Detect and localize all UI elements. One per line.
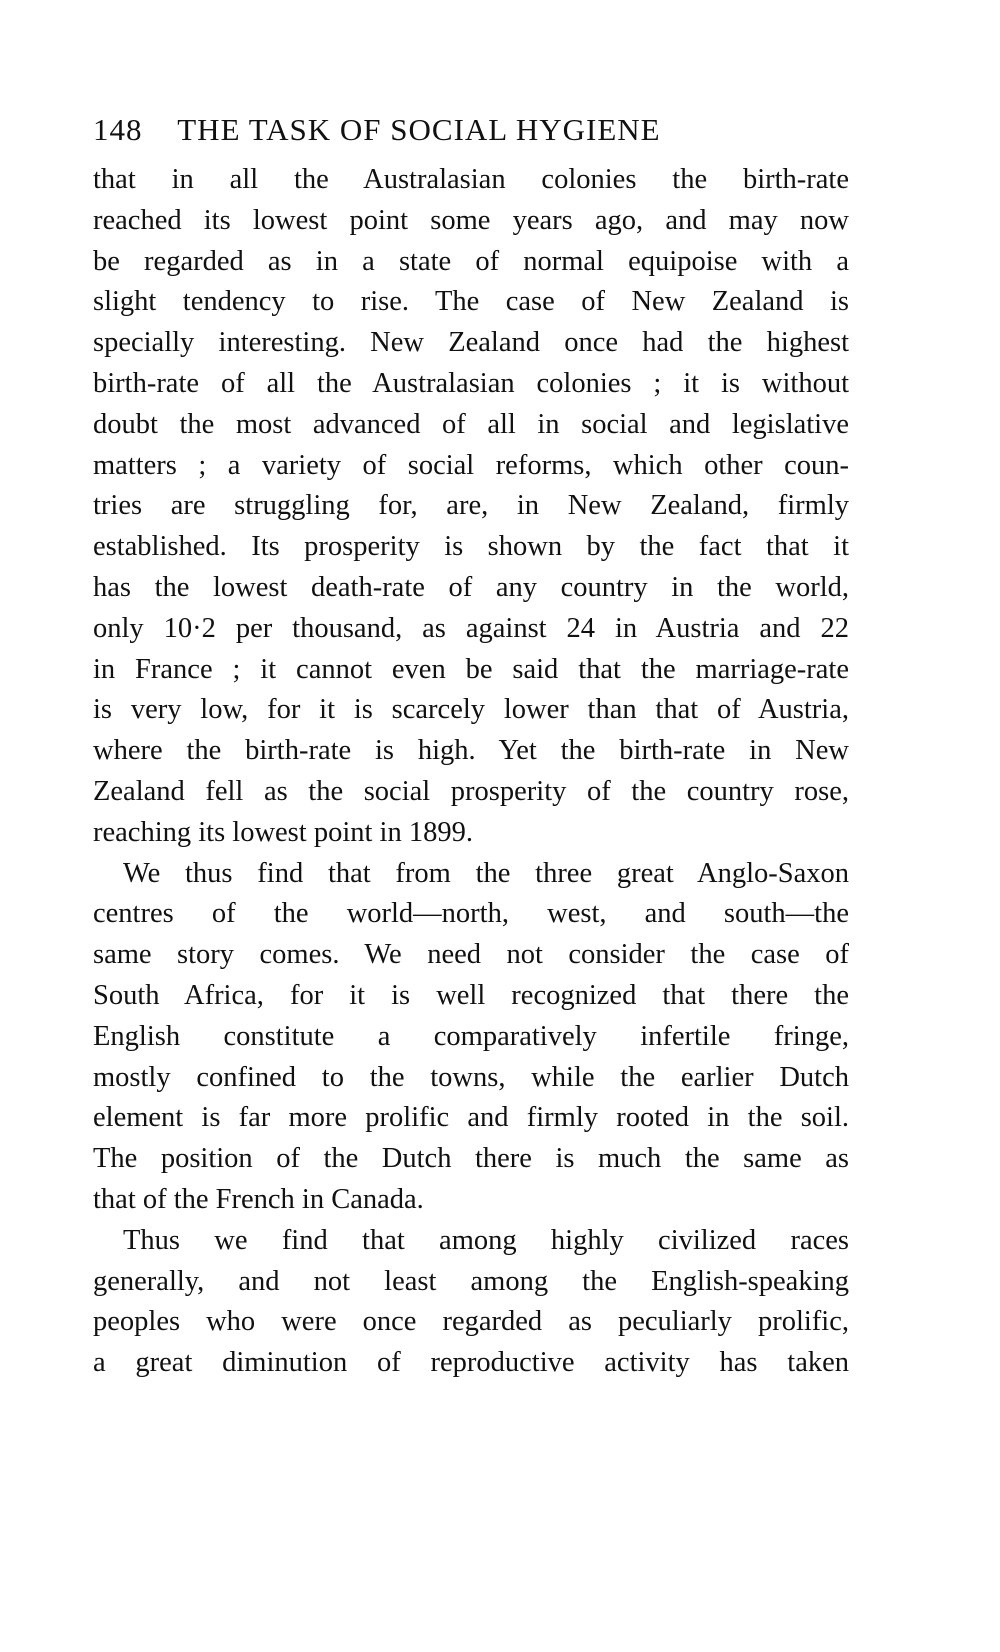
text-line: The position of the Dutch there is much the same as bbox=[93, 1143, 849, 1175]
running-title: THE TASK OF SOCIAL HYGIENE bbox=[177, 112, 661, 147]
paragraph-end-line: reaching its lowest point in 1899. bbox=[93, 816, 473, 848]
text-line: a great diminution of reproductive activity has taken bbox=[93, 1347, 849, 1379]
text-line: where the birth-rate is high. Yet the birth-rate in New bbox=[93, 735, 849, 767]
text-line: same story comes. We need not consider the case of bbox=[93, 939, 849, 971]
text-line: South Africa, for it is well recognized that there the bbox=[93, 979, 849, 1011]
text-line: English constitute a comparatively infertile fringe, bbox=[93, 1020, 849, 1052]
text-line: centres of the world—north, west, and south—the bbox=[93, 898, 849, 930]
text-line: doubt the most advanced of all in social and legislative bbox=[93, 408, 849, 440]
running-header bbox=[93, 108, 863, 152]
text-line: specially interesting. New Zealand once had the highest bbox=[93, 327, 849, 359]
text-line: peoples who were once regarded as peculiarly prolific, bbox=[93, 1306, 849, 1338]
paragraph-end-line: that of the French in Canada. bbox=[93, 1183, 424, 1215]
text-line: generally, and not least among the English-speaking bbox=[93, 1265, 849, 1297]
text-line: reached its lowest point some years ago, and may now bbox=[93, 204, 849, 236]
text-line: be regarded as in a state of normal equipoise with a bbox=[93, 245, 849, 277]
text-line: Zealand fell as the social prosperity of the country rose, bbox=[93, 775, 849, 807]
page-number: 148 bbox=[93, 112, 143, 147]
text-line: only 10·2 per thousand, as against 24 in Austria and 22 bbox=[93, 612, 849, 644]
paragraph-start-line: We thus find that from the three great Anglo-Saxon bbox=[123, 857, 849, 889]
text-line: mostly confined to the towns, while the earlier Dutch bbox=[93, 1061, 849, 1093]
text-line: has the lowest death-rate of any country in the world, bbox=[93, 571, 849, 603]
text-line: in France ; it cannot even be said that the marriage-rate bbox=[93, 653, 849, 685]
text-line: matters ; a variety of social reforms, which other coun- bbox=[93, 449, 849, 481]
body-text bbox=[93, 160, 849, 1384]
text-line: established. Its prosperity is shown by the fact that it bbox=[93, 531, 849, 563]
paragraph-start-line: Thus we find that among highly civilized races bbox=[123, 1224, 849, 1256]
text-line: is very low, for it is scarcely lower than that of Austria, bbox=[93, 694, 849, 726]
text-line: that in all the Australasian colonies the birth-rate bbox=[93, 164, 849, 195]
text-line: element is far more prolific and firmly rooted in the soil. bbox=[93, 1102, 849, 1134]
text-line: slight tendency to rise. The case of New Zealand is bbox=[93, 286, 849, 318]
text-line: birth-rate of all the Australasian colonies ; it is without bbox=[93, 367, 849, 399]
text-line: tries are struggling for, are, in New Zealand, firmly bbox=[93, 490, 849, 522]
